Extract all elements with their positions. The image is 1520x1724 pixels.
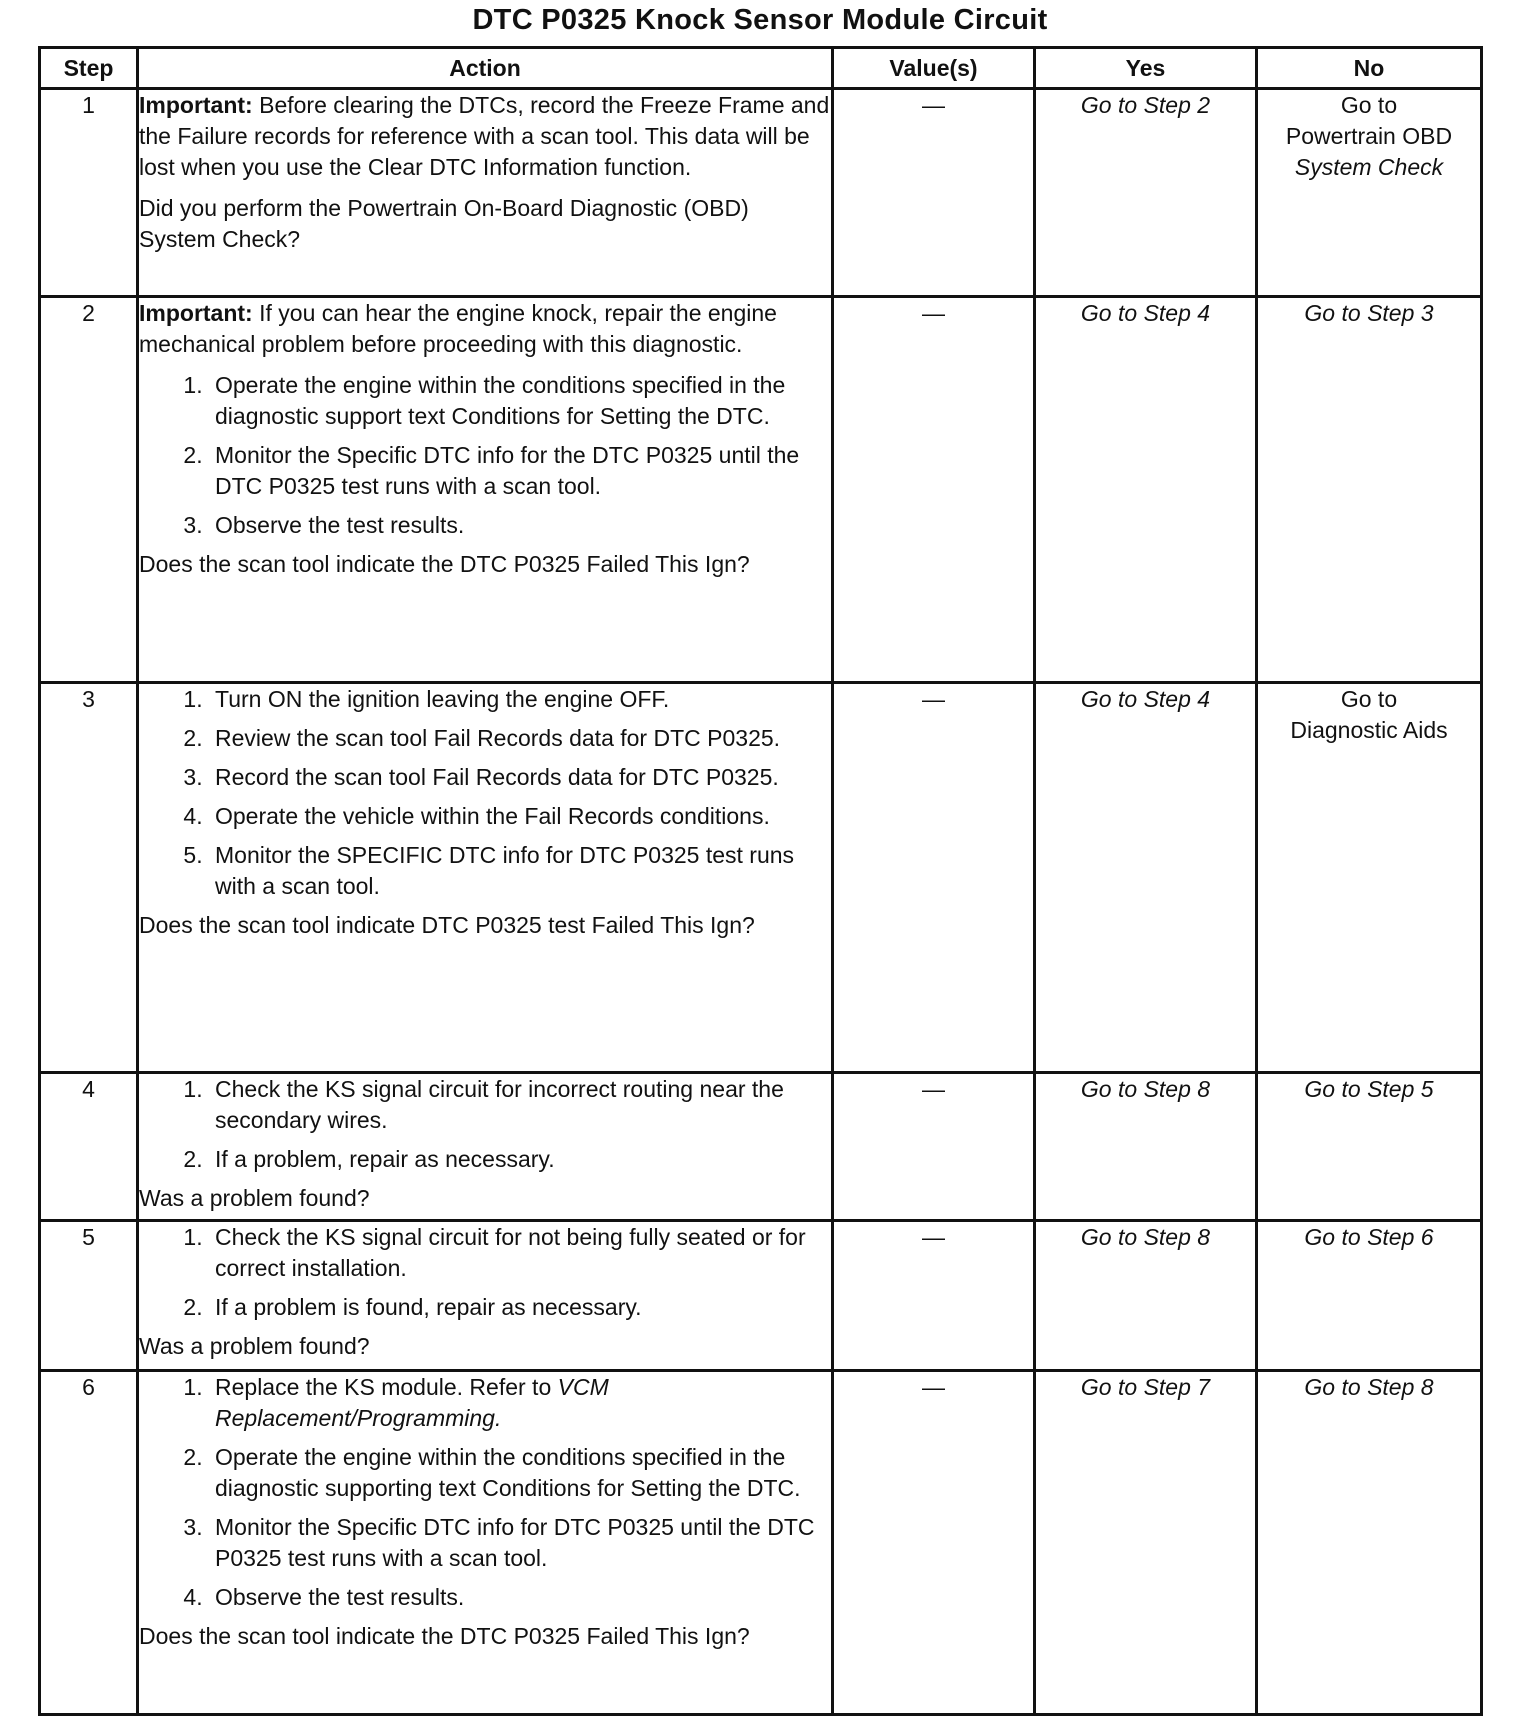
header-step: Step	[40, 48, 138, 89]
step-list	[139, 1074, 831, 1175]
diagnostic-table	[38, 46, 1483, 1716]
step-list	[139, 370, 831, 541]
page-title: DTC P0325 Knock Sensor Module Circuit	[472, 4, 1048, 36]
yes-link[interactable]: Go to Step 8	[1080, 1224, 1211, 1250]
action-cell	[138, 1371, 833, 1715]
list-item: 2. If a problem is found, repair as necessary.	[209, 1292, 831, 1323]
table-row	[40, 297, 1482, 683]
step-number: 6	[40, 1371, 138, 1715]
list-item: 2. Operate the engine within the conditions specified in the diagnostic supporting text Conditions for Setting the DTC.	[209, 1442, 831, 1504]
important-label: Important:	[139, 92, 253, 118]
no-link[interactable]: Go to Step 6	[1304, 1224, 1434, 1250]
yes-cell[interactable]	[1035, 1221, 1257, 1371]
step-number: 5	[40, 1221, 138, 1371]
important-note	[139, 90, 831, 183]
list-item: 2. Review the scan tool Fail Records data for DTC P0325.	[209, 723, 831, 754]
no-cell[interactable]	[1257, 1073, 1482, 1221]
step-list	[139, 684, 831, 902]
value-cell: —	[833, 1371, 1035, 1715]
yes-cell[interactable]	[1035, 1073, 1257, 1221]
question-text: Was a problem found?	[139, 1185, 370, 1211]
no-link[interactable]: Go to Step 8	[1304, 1374, 1434, 1400]
list-item: 3. Observe the test results.	[209, 510, 831, 541]
list-item: 4. Operate the vehicle within the Fail Records conditions.	[209, 801, 831, 832]
no-link-line[interactable]: System Check	[1294, 154, 1444, 180]
list-item: 2. If a problem, repair as necessary.	[209, 1144, 831, 1175]
no-link-line[interactable]: Powertrain OBD	[1285, 123, 1453, 149]
action-cell	[138, 297, 833, 683]
header-no: No	[1257, 48, 1482, 89]
step-number: 4	[40, 1073, 138, 1221]
no-cell[interactable]	[1257, 683, 1482, 1073]
important-text: If you can hear the engine knock, repair the engine mechanical problem before proceeding with this diagnostic.	[139, 300, 777, 357]
no-cell[interactable]	[1257, 297, 1482, 683]
table-header-row	[40, 48, 1482, 89]
action-cell	[138, 683, 833, 1073]
list-item-text: Replace the KS module. Refer to	[215, 1374, 558, 1400]
yes-cell[interactable]	[1035, 89, 1257, 297]
table-row	[40, 1221, 1482, 1371]
step-number: 2	[40, 297, 138, 683]
important-text: Before clearing the DTCs, record the Freeze Frame and the Failure records for reference with a scan tool. This data will be lost when you use the Clear DTC Information function.	[139, 92, 830, 180]
question-text: Did you perform the Powertrain On-Board Diagnostic (OBD) System Check?	[139, 195, 749, 252]
important-note	[139, 298, 831, 360]
yes-link[interactable]: Go to Step 4	[1080, 300, 1211, 326]
list-item: 3. Monitor the Specific DTC info for DTC P0325 until the DTC P0325 test runs with a scan tool.	[209, 1512, 831, 1574]
step-number: 1	[40, 89, 138, 297]
list-item: 4. Observe the test results.	[209, 1582, 831, 1613]
list-item: 1. Operate the engine within the conditions specified in the diagnostic support text Conditions for Setting the DTC.	[209, 370, 831, 432]
table-row	[40, 683, 1482, 1073]
yes-link[interactable]: Go to Step 2	[1080, 92, 1211, 118]
step-list	[139, 1372, 831, 1613]
table-row	[40, 89, 1482, 297]
value-cell: —	[833, 89, 1035, 297]
header-values: Value(s)	[833, 48, 1035, 89]
no-link[interactable]: Go to Step 5	[1304, 1076, 1434, 1102]
action-cell	[138, 89, 833, 297]
no-cell[interactable]	[1257, 89, 1482, 297]
list-item	[209, 1372, 831, 1434]
header-action: Action	[138, 48, 833, 89]
no-cell[interactable]	[1257, 1221, 1482, 1371]
value-cell: —	[833, 1221, 1035, 1371]
list-item: 5. Monitor the SPECIFIC DTC info for DTC P0325 test runs with a scan tool.	[209, 840, 831, 902]
value-cell: —	[833, 297, 1035, 683]
action-cell	[138, 1073, 833, 1221]
question-text: Does the scan tool indicate the DTC P0325 Failed This Ign?	[139, 1623, 750, 1649]
yes-link[interactable]: Go to Step 8	[1080, 1076, 1211, 1102]
no-link-line[interactable]: Go to	[1340, 686, 1398, 712]
list-item: 1. Check the KS signal circuit for incorrect routing near the secondary wires.	[209, 1074, 831, 1136]
value-cell: —	[833, 1073, 1035, 1221]
no-cell[interactable]	[1257, 1371, 1482, 1715]
no-link-line[interactable]: Diagnostic Aids	[1290, 717, 1448, 743]
list-item: 1. Check the KS signal circuit for not being fully seated or for correct installation.	[209, 1222, 831, 1284]
header-yes: Yes	[1035, 48, 1257, 89]
action-cell	[138, 1221, 833, 1371]
step-list	[139, 1222, 831, 1323]
question-text: Does the scan tool indicate DTC P0325 test Failed This Ign?	[139, 912, 755, 938]
no-link[interactable]: Go to Step 3	[1304, 300, 1434, 326]
list-item: 3. Record the scan tool Fail Records data for DTC P0325.	[209, 762, 831, 793]
no-link-line[interactable]: Go to	[1340, 92, 1398, 118]
important-label: Important:	[139, 300, 253, 326]
yes-cell[interactable]	[1035, 1371, 1257, 1715]
question-text: Was a problem found?	[139, 1333, 370, 1359]
yes-link[interactable]: Go to Step 7	[1080, 1374, 1211, 1400]
reference-link[interactable]: VCM Replacement/Programming.	[215, 1374, 609, 1431]
value-cell: —	[833, 683, 1035, 1073]
table-row	[40, 1073, 1482, 1221]
step-number: 3	[40, 683, 138, 1073]
list-item: 2. Monitor the Specific DTC info for the DTC P0325 until the DTC P0325 test runs with a scan tool.	[209, 440, 831, 502]
yes-link[interactable]: Go to Step 4	[1080, 686, 1211, 712]
list-item: 1. Turn ON the ignition leaving the engine OFF.	[209, 684, 831, 715]
yes-cell[interactable]	[1035, 683, 1257, 1073]
table-row	[40, 1371, 1482, 1715]
question-text: Does the scan tool indicate the DTC P0325 Failed This Ign?	[139, 551, 750, 577]
yes-cell[interactable]	[1035, 297, 1257, 683]
